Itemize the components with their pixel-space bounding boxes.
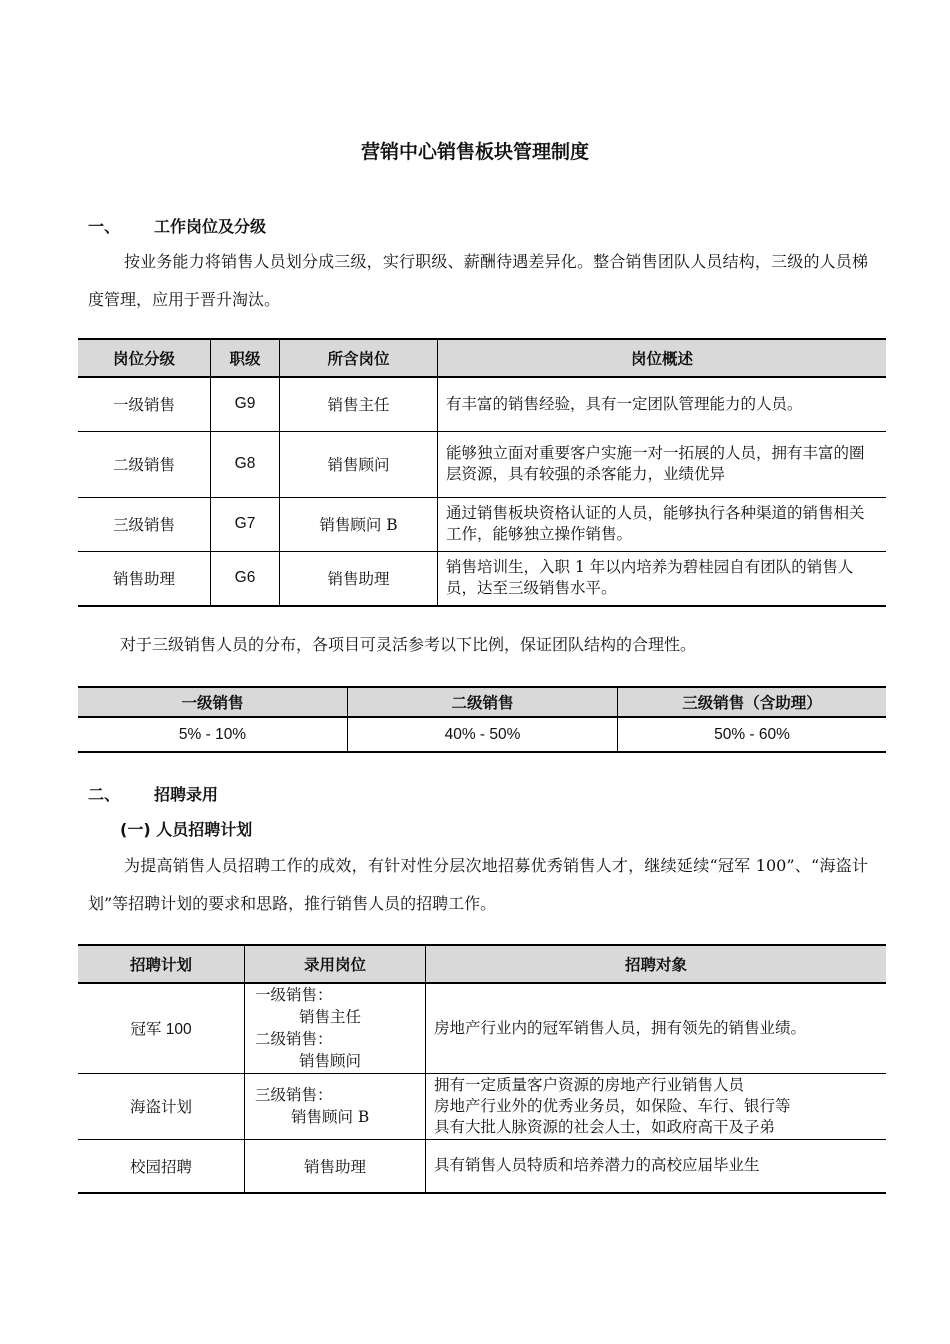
table-header-cell: 二级销售 xyxy=(348,687,618,717)
table-cell: 销售培训生，入职 1 年以内培养为碧桂园自有团队的销售人员，达至三级销售水平。 xyxy=(438,551,887,606)
table-cell: G8 xyxy=(211,431,280,497)
table-cell: 5% - 10% xyxy=(78,717,348,752)
table-cell xyxy=(245,1073,426,1139)
table-cell: 销售助理 xyxy=(280,551,438,606)
table-cell: 二级销售 xyxy=(78,431,211,497)
table-row xyxy=(78,431,886,497)
position-line: 销售顾问 B xyxy=(291,1108,370,1126)
distribution-paragraph: 对于三级销售人员的分布，各项目可灵活参考以下比例，保证团队结构的合理性。 xyxy=(120,635,697,654)
table-header-cell: 录用岗位 xyxy=(245,945,426,983)
table-cell: 销售主任 xyxy=(280,377,438,431)
table-header-cell: 职级 xyxy=(211,339,280,377)
table-row xyxy=(78,717,886,752)
target-line: 拥有一定质量客户资源的房地产行业销售人员 xyxy=(434,1075,745,1094)
table-cell: 三级销售 xyxy=(78,497,211,551)
table-cell: 能够独立面对重要客户实施一对一拓展的人员，拥有丰富的圈层资源，具有较强的杀客能力，业绩优异 xyxy=(438,431,887,497)
table-header-cell: 一级销售 xyxy=(78,687,348,717)
table-row xyxy=(78,1139,886,1193)
table-header-cell: 三级销售（含助理） xyxy=(618,687,887,717)
section-1-paragraph: 按业务能力将销售人员划分成三级，实行职级、薪酬待遇差异化。整合销售团队人员结构，三级的人员梯度管理，应用于晋升淘汰。 xyxy=(88,252,868,309)
table-header-cell: 岗位分级 xyxy=(78,339,211,377)
section-1-heading xyxy=(88,214,266,237)
section-1-title: 工作岗位及分级 xyxy=(154,217,267,236)
section-2-heading xyxy=(88,782,218,805)
job-grade-table xyxy=(78,338,886,607)
table-cell: 通过销售板块资格认证的人员，能够执行各种渠道的销售相关工作，能够独立操作销售。 xyxy=(438,497,887,551)
subsection-heading: (一) 人员招聘计划 xyxy=(120,820,253,839)
position-line: 一级销售： xyxy=(255,986,333,1005)
table-cell: 一级销售 xyxy=(78,377,211,431)
table-header-cell: 岗位概述 xyxy=(438,339,887,377)
table-cell: 房地产行业内的冠军销售人员，拥有领先的销售业绩。 xyxy=(426,983,887,1073)
table-cell: G9 xyxy=(211,377,280,431)
table-cell: 冠军 100 xyxy=(78,983,245,1073)
section-2-paragraph: 为提高销售人员招聘工作的成效，有针对性分层次地招募优秀销售人才，继续延续“冠军 100”、“海盗计划”等招聘计划的要求和思路，推行销售人员的招聘工作。 xyxy=(88,856,868,913)
table-row xyxy=(78,377,886,431)
table-cell: 销售助理 xyxy=(78,551,211,606)
distribution-table xyxy=(78,686,886,753)
table-cell: 有丰富的销售经验，具有一定团队管理能力的人员。 xyxy=(438,377,887,431)
target-line: 房地产行业外的优秀业务员，如保险、车行、银行等 xyxy=(434,1096,791,1115)
table-header-cell: 招聘计划 xyxy=(78,945,245,983)
table-cell: 销售顾问 xyxy=(280,431,438,497)
table-cell: G7 xyxy=(211,497,280,551)
table-row xyxy=(78,551,886,606)
table-header-cell: 招聘对象 xyxy=(426,945,887,983)
position-line: 销售主任 xyxy=(299,1008,362,1027)
table-header-row xyxy=(78,687,886,717)
table-row xyxy=(78,1073,886,1139)
table-cell xyxy=(245,983,426,1073)
table-cell: 海盗计划 xyxy=(78,1073,245,1139)
table-cell: 销售助理 xyxy=(245,1139,426,1193)
recruitment-table xyxy=(78,944,886,1194)
target-line: 具有大批人脉资源的社会人士，如政府高干及子弟 xyxy=(434,1117,776,1136)
table-cell: G6 xyxy=(211,551,280,606)
table-cell: 销售顾问 B xyxy=(280,497,438,551)
position-line: 三级销售： xyxy=(255,1086,333,1104)
position-line: 二级销售： xyxy=(255,1030,333,1049)
section-1-number: 一、 xyxy=(88,217,121,236)
table-row xyxy=(78,497,886,551)
table-header-row xyxy=(78,945,886,983)
section-2-title: 招聘录用 xyxy=(154,785,219,804)
table-cell: 具有销售人员特质和培养潜力的高校应届毕业生 xyxy=(426,1139,887,1193)
table-header-cell: 所含岗位 xyxy=(280,339,438,377)
table-row xyxy=(78,983,886,1073)
table-cell: 50% - 60% xyxy=(618,717,887,752)
document-title: 营销中心销售板块管理制度 xyxy=(360,141,589,163)
table-header-row xyxy=(78,339,886,377)
table-cell: 校园招聘 xyxy=(78,1139,245,1193)
table-cell xyxy=(426,1073,887,1139)
position-line: 销售顾问 xyxy=(299,1052,362,1071)
section-2-number: 二、 xyxy=(88,785,121,804)
table-cell: 40% - 50% xyxy=(348,717,618,752)
